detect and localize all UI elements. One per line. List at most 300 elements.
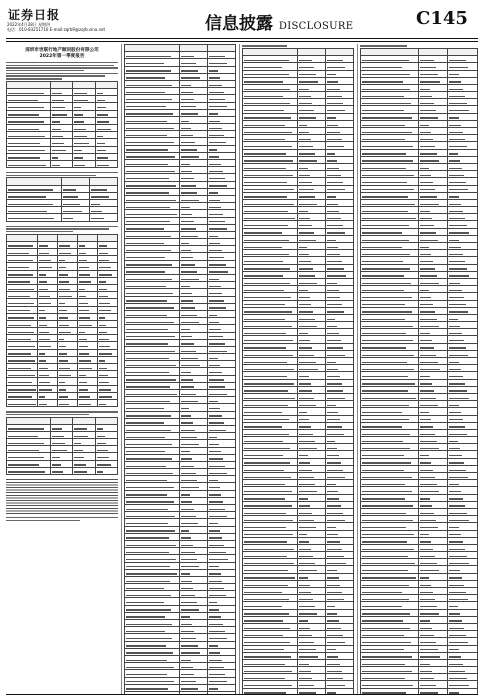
table-row <box>361 473 478 480</box>
table-cell <box>325 92 353 99</box>
table-cell <box>325 120 353 127</box>
table-cell <box>298 429 326 436</box>
table-cell <box>125 66 180 73</box>
table-row <box>243 106 354 113</box>
table-cell <box>180 346 208 353</box>
table-cell <box>180 195 208 202</box>
table-row <box>361 286 478 293</box>
table-cell <box>419 429 448 436</box>
table-cell <box>298 149 326 156</box>
table-cell <box>180 418 208 425</box>
table-row <box>125 253 236 260</box>
table-cell <box>419 128 448 135</box>
table-cell <box>298 358 326 365</box>
table-cell <box>361 537 419 544</box>
table-row <box>243 429 354 436</box>
table-cell <box>419 171 448 178</box>
table-cell <box>207 605 235 612</box>
table-cell <box>97 385 117 392</box>
table-cell <box>57 349 77 356</box>
table-cell <box>419 48 448 55</box>
table-cell <box>298 437 326 444</box>
table-cell <box>243 178 298 185</box>
table-row <box>125 533 236 540</box>
table-row <box>361 372 478 379</box>
table-cell <box>361 243 419 250</box>
table-row <box>7 328 118 335</box>
table-cell <box>419 113 448 120</box>
table-cell <box>243 681 298 688</box>
table-cell <box>180 433 208 440</box>
table-cell <box>448 429 478 436</box>
table-cell <box>298 228 326 235</box>
table-cell <box>298 393 326 400</box>
table-row <box>7 207 118 214</box>
table-cell <box>448 638 478 645</box>
table-cell <box>298 207 326 214</box>
table-cell <box>57 385 77 392</box>
header-rule <box>6 38 478 39</box>
table-cell <box>57 378 77 385</box>
table-cell <box>73 89 95 96</box>
table-cell <box>207 296 235 303</box>
table-cell <box>325 652 353 659</box>
table-row <box>125 605 236 612</box>
table-cell <box>298 221 326 228</box>
table-cell <box>207 684 235 691</box>
table-row <box>361 386 478 393</box>
table-cell <box>57 241 77 248</box>
table-row <box>243 552 354 559</box>
table-cell <box>180 505 208 512</box>
table-cell <box>207 375 235 382</box>
table-cell <box>73 417 95 424</box>
table-cell <box>180 454 208 461</box>
table-cell <box>419 595 448 602</box>
table-row <box>125 627 236 634</box>
report-title: 2022年第一季度报告 <box>39 54 85 59</box>
column-4 <box>360 44 478 694</box>
table-cell <box>57 392 77 399</box>
table-cell <box>361 451 419 458</box>
table-cell <box>73 117 95 124</box>
table-cell <box>448 674 478 681</box>
table-cell <box>298 552 326 559</box>
table-cell <box>7 467 51 474</box>
table-cell <box>448 171 478 178</box>
table-cell <box>125 267 180 274</box>
table-row <box>243 300 354 307</box>
table-cell <box>180 411 208 418</box>
table-cell <box>125 318 180 325</box>
table-cell <box>243 588 298 595</box>
table-row <box>125 73 236 80</box>
table-cell <box>125 325 180 332</box>
table-cell <box>419 652 448 659</box>
table-row <box>243 437 354 444</box>
table-row <box>125 289 236 296</box>
table-cell <box>37 241 57 248</box>
table-cell <box>77 392 97 399</box>
table-cell <box>7 349 38 356</box>
table-cell <box>207 138 235 145</box>
footer-rule <box>6 694 478 695</box>
table-cell <box>325 508 353 515</box>
table-cell <box>125 576 180 583</box>
table-cell <box>298 530 326 537</box>
table-cell <box>207 203 235 210</box>
table-cell <box>419 106 448 113</box>
table-cell <box>37 313 57 320</box>
table-cell <box>361 580 419 587</box>
table-cell <box>73 160 95 167</box>
table-row <box>361 494 478 501</box>
table-cell <box>448 566 478 573</box>
table-cell <box>325 56 353 63</box>
table-cell <box>207 490 235 497</box>
table-cell <box>50 467 72 474</box>
table-cell <box>180 124 208 131</box>
table-row <box>125 354 236 361</box>
table-cell <box>243 652 298 659</box>
table-cell <box>57 328 77 335</box>
table-cell <box>95 96 117 103</box>
table-cell <box>361 415 419 422</box>
table-cell <box>73 453 95 460</box>
table-cell <box>298 544 326 551</box>
masthead-info <box>7 22 105 32</box>
table-cell <box>180 397 208 404</box>
table-cell <box>95 460 117 467</box>
table-cell <box>298 415 326 422</box>
table-cell <box>325 659 353 666</box>
table-row <box>7 320 118 327</box>
table-cell <box>419 293 448 300</box>
table-cell <box>298 523 326 530</box>
table-row <box>7 299 118 306</box>
table-cell <box>97 256 117 263</box>
table-cell <box>448 271 478 278</box>
table-cell <box>180 526 208 533</box>
table-cell <box>448 365 478 372</box>
table-cell <box>50 89 72 96</box>
table-cell <box>448 106 478 113</box>
header-rule-thin <box>6 41 478 42</box>
table-cell <box>207 303 235 310</box>
table-cell <box>7 446 51 453</box>
table-cell <box>243 386 298 393</box>
table-row <box>361 149 478 156</box>
table-cell <box>325 163 353 170</box>
table-row <box>7 417 118 424</box>
table-cell <box>361 235 419 242</box>
table-cell <box>419 465 448 472</box>
table-cell <box>361 322 419 329</box>
table-cell <box>7 417 51 424</box>
table-cell <box>125 584 180 591</box>
table-cell <box>448 458 478 465</box>
table-row <box>125 620 236 627</box>
table-cell <box>207 145 235 152</box>
table-row <box>243 178 354 185</box>
table-row <box>361 365 478 372</box>
table-cell <box>207 382 235 389</box>
table-row <box>361 300 478 307</box>
table-cell <box>57 277 77 284</box>
table-cell <box>243 645 298 652</box>
table-cell <box>180 310 208 317</box>
table-cell <box>180 368 208 375</box>
table-cell <box>180 160 208 167</box>
table-cell <box>50 103 72 110</box>
table-cell <box>325 494 353 501</box>
table-row <box>361 84 478 91</box>
table-row <box>125 346 236 353</box>
table-cell <box>448 48 478 55</box>
table-cell <box>325 358 353 365</box>
table-row <box>125 648 236 655</box>
table-cell <box>361 616 419 623</box>
table-cell <box>361 185 419 192</box>
table-row <box>7 124 118 131</box>
table-cell <box>50 446 72 453</box>
table-cell <box>361 163 419 170</box>
table-cell <box>125 433 180 440</box>
table-cell <box>7 270 38 277</box>
table-cell <box>7 256 38 263</box>
table-cell <box>361 92 419 99</box>
table-row <box>361 199 478 206</box>
table-cell <box>448 480 478 487</box>
table-cell <box>419 84 448 91</box>
table-cell <box>243 156 298 163</box>
table-row <box>243 264 354 271</box>
table-cell <box>125 260 180 267</box>
table-row <box>361 358 478 365</box>
table-row <box>243 674 354 681</box>
table-row <box>125 339 236 346</box>
table-cell <box>419 501 448 508</box>
table-row <box>125 102 236 109</box>
table-cell <box>361 473 419 480</box>
table-cell <box>207 73 235 80</box>
table-cell <box>50 96 72 103</box>
table-cell <box>448 307 478 314</box>
table-row <box>125 512 236 519</box>
table-cell <box>125 540 180 547</box>
table-cell <box>7 178 62 185</box>
table-cell <box>207 167 235 174</box>
table-row <box>7 270 118 277</box>
table-row <box>361 343 478 350</box>
table-cell <box>95 89 117 96</box>
table-cell <box>298 350 326 357</box>
table-cell <box>361 300 419 307</box>
table-row <box>243 566 354 573</box>
table-cell <box>361 250 419 257</box>
table-row <box>7 399 118 406</box>
table-cell <box>125 145 180 152</box>
table-cell <box>325 250 353 257</box>
table-cell <box>419 401 448 408</box>
table-cell <box>7 439 51 446</box>
table-cell <box>448 580 478 587</box>
table-cell <box>448 444 478 451</box>
table-cell <box>325 552 353 559</box>
table-row <box>7 349 118 356</box>
table-row <box>243 379 354 386</box>
table-row <box>7 446 118 453</box>
table-row <box>243 473 354 480</box>
table-row <box>361 192 478 199</box>
table-row <box>7 356 118 363</box>
column-divider <box>357 44 358 694</box>
table-row <box>7 178 118 185</box>
table-row <box>125 325 236 332</box>
table-cell <box>180 332 208 339</box>
table-row <box>361 588 478 595</box>
table-cell <box>207 655 235 662</box>
table-cell <box>125 124 180 131</box>
table-row <box>243 544 354 551</box>
table-cell <box>419 667 448 674</box>
table-cell <box>243 552 298 559</box>
table-cell <box>125 648 180 655</box>
table-cell <box>448 293 478 300</box>
table-cell <box>50 439 72 446</box>
table-cell <box>298 588 326 595</box>
table-row <box>125 476 236 483</box>
table-cell <box>361 106 419 113</box>
table-cell <box>125 411 180 418</box>
table-cell <box>325 559 353 566</box>
table-row <box>243 458 354 465</box>
table-cell <box>57 263 77 270</box>
table-cell <box>243 235 298 242</box>
table-cell <box>243 336 298 343</box>
table-cell <box>448 243 478 250</box>
table-cell <box>180 88 208 95</box>
table-cell <box>298 573 326 580</box>
column-3 <box>242 44 354 694</box>
table-cell <box>325 422 353 429</box>
table-cell <box>325 429 353 436</box>
table-cell <box>243 56 298 63</box>
table-cell <box>448 149 478 156</box>
table-cell <box>77 313 97 320</box>
table-row <box>125 303 236 310</box>
table-cell <box>361 566 419 573</box>
table-cell <box>298 343 326 350</box>
table-cell <box>361 56 419 63</box>
table-cell <box>298 652 326 659</box>
table-cell <box>361 84 419 91</box>
table-cell <box>361 652 419 659</box>
table-cell <box>180 102 208 109</box>
table-cell <box>7 424 51 431</box>
table-cell <box>125 598 180 605</box>
table-cell <box>73 153 95 160</box>
table-row <box>125 497 236 504</box>
table-cell <box>448 92 478 99</box>
table-cell <box>243 401 298 408</box>
table-cell <box>243 192 298 199</box>
table-cell <box>298 631 326 638</box>
table-cell <box>325 595 353 602</box>
table-row <box>125 598 236 605</box>
table-cell <box>243 171 298 178</box>
table-cell <box>298 171 326 178</box>
table-cell <box>361 271 419 278</box>
table-cell <box>95 467 117 474</box>
table-cell <box>207 461 235 468</box>
table-row <box>125 52 236 59</box>
table-row <box>243 530 354 537</box>
table-row <box>361 185 478 192</box>
table-cell <box>207 354 235 361</box>
table-row <box>125 174 236 181</box>
table-row <box>243 56 354 63</box>
table-cell <box>125 418 180 425</box>
table-cell <box>37 284 57 291</box>
table-row <box>7 460 118 467</box>
table-cell <box>57 299 77 306</box>
table-cell <box>37 399 57 406</box>
table-cell <box>125 497 180 504</box>
table-cell <box>37 277 57 284</box>
table-row <box>125 224 236 231</box>
table-cell <box>325 473 353 480</box>
table-cell <box>207 224 235 231</box>
article-title <box>6 48 118 60</box>
table-cell <box>207 569 235 576</box>
table-cell <box>298 77 326 84</box>
table-cell <box>419 408 448 415</box>
table-cell <box>125 188 180 195</box>
table-cell <box>298 135 326 142</box>
table-cell <box>325 451 353 458</box>
table-row <box>361 444 478 451</box>
table-cell <box>243 458 298 465</box>
table-cell <box>50 153 72 160</box>
table-cell <box>7 139 51 146</box>
table-cell <box>207 52 235 59</box>
table-cell <box>180 641 208 648</box>
table-cell <box>448 178 478 185</box>
table-cell <box>361 681 419 688</box>
table-cell <box>207 440 235 447</box>
table-cell <box>77 270 97 277</box>
table-row <box>125 375 236 382</box>
table-row <box>7 110 118 117</box>
table-cell <box>243 84 298 91</box>
table-cell <box>361 516 419 523</box>
table-cell <box>298 235 326 242</box>
table-cell <box>325 228 353 235</box>
table-cell <box>37 263 57 270</box>
table-row <box>125 397 236 404</box>
table-cell <box>73 132 95 139</box>
table-cell <box>97 364 117 371</box>
table-row <box>125 555 236 562</box>
table-cell <box>7 96 51 103</box>
table-cell <box>125 224 180 231</box>
table-cell <box>125 627 180 634</box>
table-row <box>125 95 236 102</box>
table-row <box>125 562 236 569</box>
table-row <box>243 602 354 609</box>
table-cell <box>361 645 419 652</box>
